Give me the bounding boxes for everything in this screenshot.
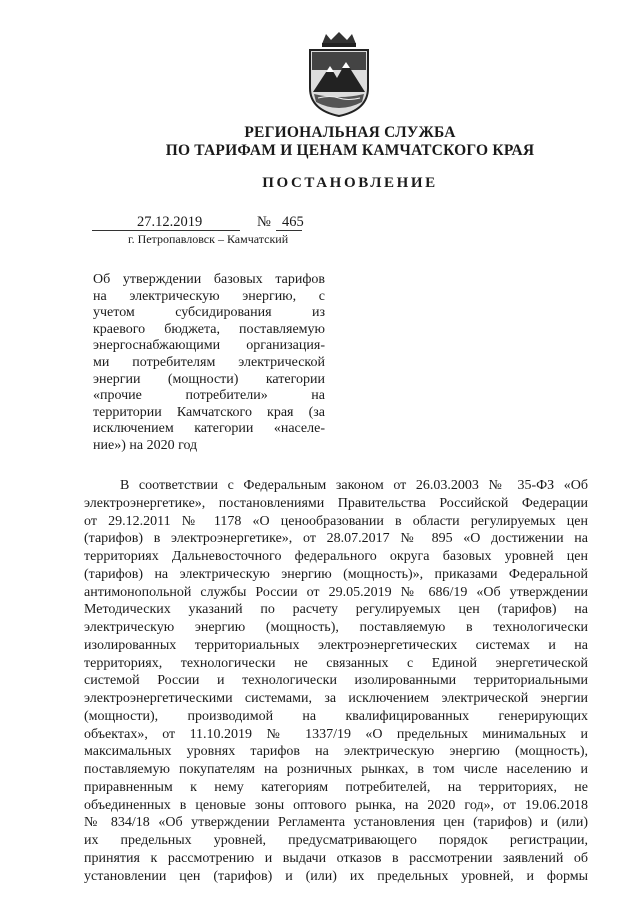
body-line: максимальных уровнях тарифов на электрическую энергию (мощность),: [84, 744, 588, 760]
body-line: поставляемую покупателям на розничных рынках, в том числе населению и: [84, 762, 588, 777]
body-line: системой России и технологически изолированными территориальными: [84, 673, 588, 689]
body-paragraph: [84, 477, 588, 885]
body-line: их предельных уровней, предусматривающего порядок регистрации,: [84, 833, 588, 848]
title-line: на электрическую энергию, с: [93, 288, 325, 304]
body-line: приравненным к нему категориям потребителей, на территориях, не: [84, 779, 588, 795]
title-line: ми потребителям электрической: [93, 354, 325, 370]
body-line: (мощности), производимой на квалифицированных генерирующих: [84, 708, 588, 724]
document-date: 27.12.2019: [137, 214, 203, 230]
body-line: антимонопольной службы России от 29.05.2019 № 686/19 «Об утверждении: [84, 584, 588, 600]
body-line: установлении цен (тарифов) и (или) их предельных уровней, и формы: [84, 868, 588, 884]
body-line: территориях Дальневосточного федерального округа базовых уровней цен: [84, 549, 588, 564]
title-line: учетом субсидирования из: [93, 305, 325, 321]
date-underline: [92, 230, 240, 231]
body-line: Методических указаний по расчету регулируемых цен (тарифов) на: [84, 602, 588, 618]
body-line: В соответствии с Федеральным законом от 26.03.2003 № 35-ФЗ «Об: [120, 478, 588, 493]
body-line: № 834/18 «Об утверждении Регламента установления цен (тарифов) и (или): [84, 815, 588, 831]
title-line: энергии (мощности) категории: [93, 371, 325, 387]
org-name-line2: ПО ТАРИФАМ И ЦЕНАМ КАМЧАТСКОГО КРАЯ: [165, 142, 535, 159]
title-line: исключением категории «населе-: [93, 421, 325, 437]
title-line: энергоснабжающими организация-: [93, 338, 325, 354]
body-line: объединенных в ценовые зоны оптового рынка, на 2020 год», от 19.06.2018: [84, 797, 588, 813]
document-number: 465: [282, 214, 304, 230]
kamchatka-coat-of-arms-icon: [300, 30, 378, 118]
body-line: принятия к рассмотрению и выдачи отказов в рассмотрении заявлений об: [84, 850, 588, 866]
body-line: электроэнергетике», постановлениями Правительства Российской Федерации: [84, 495, 588, 511]
title-line: «прочие потребители» на: [93, 388, 325, 404]
number-underline: [276, 230, 302, 231]
body-line: электроэнергетическими системами, за исключением электрической энергии: [84, 691, 588, 706]
body-line: территориях, технологически не связанных с Единой энергетической: [84, 655, 588, 671]
title-line: территории Камчатского края (за: [93, 404, 325, 420]
document-type: ПОСТАНОВЛЕНИЕ: [262, 175, 438, 191]
body-line: изолированных территориальных электроэнергетических системах и на: [84, 637, 588, 653]
date-number-row: [92, 214, 302, 234]
body-line: (тарифов) в электроэнергетике», от 28.07.2017 № 895 «О достижении на: [84, 531, 588, 547]
city-name: г. Петропавловск – Камчатский: [128, 232, 289, 246]
body-line: объектах», от 11.10.2019 № 1337/19 «О предельных минимальных и: [84, 726, 588, 742]
body-line: от 29.12.2011 № 1178 «О ценообразовании в области регулируемых цен: [84, 513, 588, 529]
number-label: №: [257, 214, 271, 230]
title-line: краевого бюджета, поставляемую: [93, 321, 325, 337]
document-title: [93, 272, 325, 455]
title-line: ние») на 2020 год: [93, 437, 198, 453]
title-line: Об утверждении базовых тарифов: [93, 272, 325, 287]
body-line: (тарифов) на электрическую энергию (мощность)», приказами Федеральной: [84, 566, 588, 582]
org-name-line1: РЕГИОНАЛЬНАЯ СЛУЖБА: [244, 124, 456, 141]
body-line: электрическую энергию (мощность), поставляемую в технологически: [84, 620, 588, 635]
